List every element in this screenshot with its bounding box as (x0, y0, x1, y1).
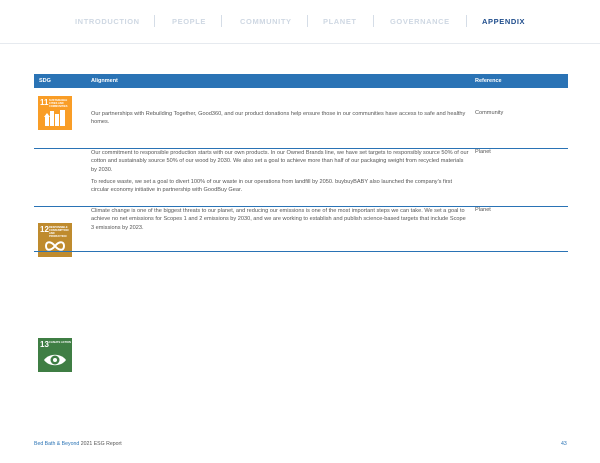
alignment-paragraph: To reduce waste, we set a goal to divert 100% of our waste in our operations from landfill by 2050. buybuyBABY also launched the company's first circular economy initiative in partnership with GoodBuy Gear. (91, 178, 453, 194)
reference-cell: Community (475, 110, 504, 116)
nav-separator (466, 15, 467, 27)
header-divider (0, 43, 600, 44)
alignment-paragraph: Our commitment to responsible production starts with our own products. In our Owned Brands line, we have set targets to responsibly source 50% of our cotton and sustainably source 50% of our wood by 2030. We also set a goal to achieve more than half of our packaging weight from recycled materials by 2030. (91, 150, 469, 173)
sdg-11-badge (38, 96, 72, 130)
nav-separator (307, 15, 308, 27)
sdg-number: 12 (40, 225, 49, 234)
alignment-text (91, 207, 469, 232)
sdg-label: RESPONSIBLE CONSUMPTION AND PRODUCTION (49, 226, 69, 238)
nav-separator (154, 15, 155, 27)
sdg-table (34, 74, 568, 349)
nav-separator (373, 15, 374, 27)
table-row (34, 207, 568, 349)
column-header-alignment: Alignment (91, 78, 118, 84)
sdg-label: SUSTAINABLE CITIES AND COMMUNITIES (49, 99, 68, 108)
sdg-number: 13 (40, 340, 49, 349)
sdg-label: CLIMATE ACTION (49, 341, 71, 344)
nav-separator (221, 15, 222, 27)
reference-cell: Planet (475, 207, 491, 213)
column-header-sdg: SDG (39, 78, 51, 84)
sdg-number: 11 (40, 98, 49, 107)
alignment-text (91, 149, 469, 194)
alignment-paragraph: Our partnerships with Rebuilding Together, Good360, and our product donations help ensure those in our communities have access to safe and healthy homes. (91, 111, 466, 126)
alignment-text (91, 110, 469, 127)
table-header (34, 74, 568, 88)
footer-brand: Bed Bath & Beyond (34, 441, 80, 447)
nav-introduction[interactable]: INTRODUCTION (75, 17, 140, 26)
column-header-reference: Reference (475, 78, 502, 84)
top-navigation (0, 0, 600, 44)
alignment-paragraph: Climate change is one of the biggest threats to our planet, and reducing our emissions is one of the most important steps we can take. We set a goal to achieve no net emissions for Scopes 1 and 2 emissions by 2030, and we are working to establish and publish science-based targets that include Scope 3 emissions by 2023. (91, 208, 466, 231)
reference-cell: Planet (475, 149, 491, 155)
nav-community[interactable]: COMMUNITY (240, 17, 292, 26)
nav-appendix[interactable]: APPENDIX (482, 17, 526, 26)
page-number: 43 (561, 441, 567, 447)
table-row (34, 88, 568, 149)
nav-planet[interactable]: PLANET (323, 17, 357, 26)
sdg-13-badge (38, 338, 72, 372)
nav-people[interactable]: PEOPLE (172, 17, 207, 26)
nav-governance[interactable]: GOVERNANCE (390, 17, 450, 26)
footer-report-title (34, 441, 122, 447)
footer-report: 2021 ESG Report (80, 441, 122, 447)
